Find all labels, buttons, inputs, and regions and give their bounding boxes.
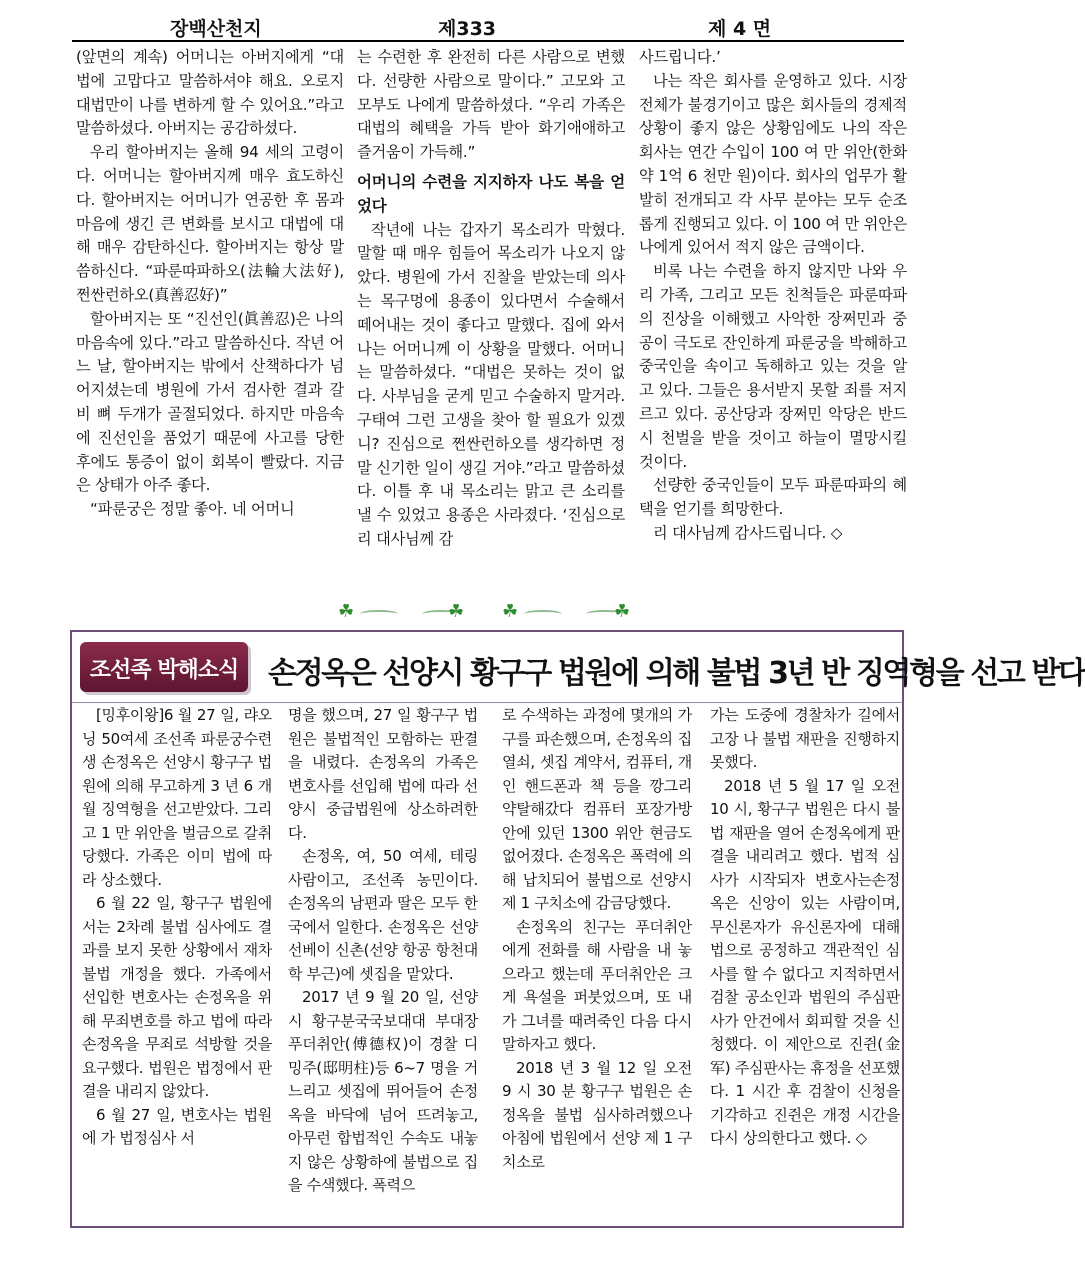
swoosh-ornament xyxy=(524,610,562,618)
column-3 xyxy=(639,46,907,546)
page-header xyxy=(72,10,904,42)
article-column-4 xyxy=(710,704,900,1151)
clover-icon: ☘ xyxy=(338,601,355,622)
paragraph: 작년에 나는 갑자기 목소리가 막혔다. 말할 때 매우 힘들어 목소리가 나오지 않았다. 병원에 가서 진찰을 받았는데 의사는 목구멍에 용종이 있다면서 수술해서 떼어내는 것이 좋다고 말했다. 집에 와서 나는 어머니께 이 상황을 말했다. 어머니는 말씀하셨다. “대법은 못하는 것이 없다. 사부님을 굳게 믿고 수술하지 말거라. 구태여 그런 고생을 찾아 할 필요가 있겠니? 진심으로 쩐싼런하오를 생각하면 정말 신기한 일이 생길 거야.”라고 말씀하셨다. 이틀 후 내 목소리는 맑고 큰 소리를 낼 수 있었고 용종은 사라졌다. ‘진심으로 리 대사님께 감 xyxy=(357,220,625,548)
swoosh-ornament xyxy=(360,610,398,618)
persecution-news-article xyxy=(70,630,1085,1228)
paragraph: [밍후이왕]6 월 27 일, 랴오닝 50여세 조선족 파룬궁수련생 손정옥은 선양시 황구구 법원에 의해 무고하게 3 년 6 개월 징역형을 선고받았다. 그리고 1 만 위안을 벌금으로 갈취당했다. 가족은 이미 법에 따라 상소했다. xyxy=(82,706,272,889)
top-article xyxy=(72,46,912,596)
issue-number: 제333 xyxy=(438,18,497,40)
clover-icon: ☘ xyxy=(502,601,519,622)
paragraph: 사드립니다.’ xyxy=(639,48,721,66)
paragraph: 명을 했으며, 27 일 황구구 법원은 불법적인 모함하는 판결을 내렸다. 손정옥의 가족은 변호사를 선입해 법에 따라 선양시 중급법원에 상소하려한다. xyxy=(288,706,478,842)
paragraph: 로 수색하는 과정에 몇개의 가구를 파손했으며, 손정옥의 집 열쇠, 셋집 계약서, 컴퓨터, 개인 핸드폰과 책 등을 깡그리 약탈해갔다 컴퓨터 포장가방 안에 있던 1300 위안 현금도 없어졌다. 손정옥은 폭력에 의해 납치되어 불법으로 선양시 제 1 구치소에 감금당했다. xyxy=(502,706,692,912)
paragraph: 손정옥, 여, 50 여세, 테링 사람이고, 조선족 농민이다. 손정옥의 남편과 딸은 모두 한국에서 일한다. 손정옥은 선양 선베이 신촌(선양 항공 항천대학 부근)에 셋집을 맡았다. xyxy=(288,847,478,983)
section-badge xyxy=(80,642,248,692)
paragraph: 6 월 27 일, 변호사는 법원에 가 법정심사 서 xyxy=(82,1105,272,1147)
paragraph: 2017 년 9 월 20 일, 선양시 황구분국국보대대 부대장 푸더취안(傅德权)이 경찰 디밍주(邸明柱)등 6~7 명을 거느리고 셋집에 뛰어들어 손정옥을 바닥에 넘어 뜨려놓고, 아무런 합법적인 수속도 내놓지 않은 상황하에 불법으로 집을 수색했다. 폭력으 xyxy=(288,988,478,1194)
section-badge-label: 조선족 박해소식 xyxy=(89,658,239,683)
clover-icon: ☘ xyxy=(614,601,631,622)
paragraph: 리 대사님께 감사드립니다. ◇ xyxy=(653,523,843,542)
article-column-2 xyxy=(288,704,478,1198)
paragraph: 우리 할아버지는 올해 94 세의 고령이다. 어머니는 할아버지께 매우 효도하신다. 할아버지는 어머니가 연공한 후 몸과 마음에 생긴 큰 변화를 보시고 대법에 대해 매우 감탄하신다. 할아버지는 항상 말씀하신다. “파룬따파하오(法輪大法好), 쩐싼런하오(真善忍好)” xyxy=(76,143,344,304)
paragraph: 6 월 22 일, 황구구 법원에서는 2차례 불법 심사에도 결과를 보지 못한 상황에서 재차 불법 개정을 했다. 가족에서 선입한 변호사는 손정옥을 위해 무죄변호를 하고 법에 따라 손정옥을 무죄로 석방할 것을 요구했다. 법원은 법정에서 판결을 내리지 않았다. xyxy=(82,894,272,1100)
clover-divider xyxy=(330,600,650,624)
newspaper-name: 장백산천지 xyxy=(170,18,262,40)
article-column-3 xyxy=(502,704,692,1174)
paragraph: (앞면의 계속) 어머니는 아버지에게 “대법에 고맙다고 말씀하셔야 해요. 오로지 대법만이 나를 변하게 할 수 있어요.”라고 말씀하셨다. 아버지는 공감하셨다. xyxy=(76,48,344,138)
column-1 xyxy=(76,46,344,522)
paragraph: 는 수련한 후 완전히 다른 사람으로 변했다. 선량한 사람으로 말이다.” 고모와 고모부도 나에게 말씀하셨다. “우리 가족은 대법의 혜택을 가득 받아 화기애애하고 즐거움이 가득해.” xyxy=(357,48,625,162)
paragraph: 할아버지는 또 “진선인(眞善忍)은 나의 마음속에 있다.”라고 말씀하신다. 작년 어느 날, 할아버지는 밖에서 산책하다가 넘어지셨는데 병원에 가서 검사한 결과 갈비 뼈 두개가 골절되었다. 하지만 마음속에 진선인을 품었기 때문에 사고를 당한 후에도 통증이 없이 회복이 빨랐다. 지금은 상태가 아주 좋다. xyxy=(76,309,344,495)
paragraph: “파룬궁은 정말 좋아. 네 어머니 xyxy=(90,500,295,519)
paragraph: 가는 도중에 경찰차가 길에서 고장 나 불법 재판을 진행하지 못했다. xyxy=(710,706,900,771)
paragraph: 나는 작은 회사를 운영하고 있다. 시장 전체가 불경기이고 많은 회사들의 경제적 상황이 좋지 않은 상황임에도 나의 작은 회사는 연간 수입이 100 여 만 위안(한화 약 1억 6 천만 원)이다. 회사의 업무가 활발히 전개되고 각 사무 분야는 모두 순조롭게 진행되고 있다. 이 100 여 만 위안은 나에게 있어서 적지 않은 금액이다. xyxy=(639,71,908,257)
paragraph: 2018 년 5 월 17 일 오전 10 시, 황구구 법원은 다시 불법 재판을 열어 손정옥에게 판결을 내리려고 했다. 법적 심사가 시작되자 변호사는손정옥은 신앙이 있는 사람이며, 무신론자가 유신론자에 대해 법으로 공정하고 객관적인 심사를 할 수 없다고 지적하면서 검찰 공소인과 법원의 주심판사가 안건에서 회피할 것을 신청했다. 이 제안으로 진쥔(金军) 주심판사는 휴정을 선포했다. 1 시간 후 검찰이 신청을 기각하고 진쥔은 개정 시간을 다시 상의한다고 했다. ◇ xyxy=(710,776,900,1147)
paragraph: 2018 년 3 월 12 일 오전 9 시 30 분 황구구 법원은 손정옥을 불법 심사하려했으나 아침에 법원에서 선양 제 1 구치소로 xyxy=(502,1058,692,1171)
paragraph: 선량한 중국인들이 모두 파룬따파의 혜택을 얻기를 희망한다. xyxy=(639,476,907,519)
headline-rule xyxy=(72,702,902,703)
paragraph: 비록 나는 수련을 하지 않지만 나와 우리 가족, 그리고 모든 친척들은 파룬따파의 진상을 이해했고 사악한 장쩌민과 중공이 극도로 잔인하게 파룬궁을 박해하고 중국인을 속이고 독해하고 있는 것을 알고 있다. 그들은 용서받지 못할 죄를 저지르고 있다. 공산당과 장쩌민 악당은 반드시 천벌을 받을 것이고 하늘이 멸망시킬 것이다. xyxy=(639,262,907,471)
paragraph: 손정옥의 친구는 푸더취안에게 전화를 해 사람을 내 놓으라고 했는데 푸더취안은 크게 욕설을 퍼붓었으며, 또 내가 그녀를 때려죽인 다음 다시 말하자고 했다. xyxy=(502,917,692,1053)
article-headline: 손정옥은 선양시 황구구 법원에 의해 불법 3년 반 징역형을 선고 받다 xyxy=(268,656,1085,691)
column-2 xyxy=(357,46,625,552)
clover-icon: ☘ xyxy=(448,601,465,622)
subheading: 어머니의 수련을 지지하자 나도 복을 얻었다 xyxy=(357,172,625,215)
article-column-1 xyxy=(82,704,272,1151)
article-body xyxy=(80,704,900,1224)
page-number: 제 4 면 xyxy=(708,18,772,40)
